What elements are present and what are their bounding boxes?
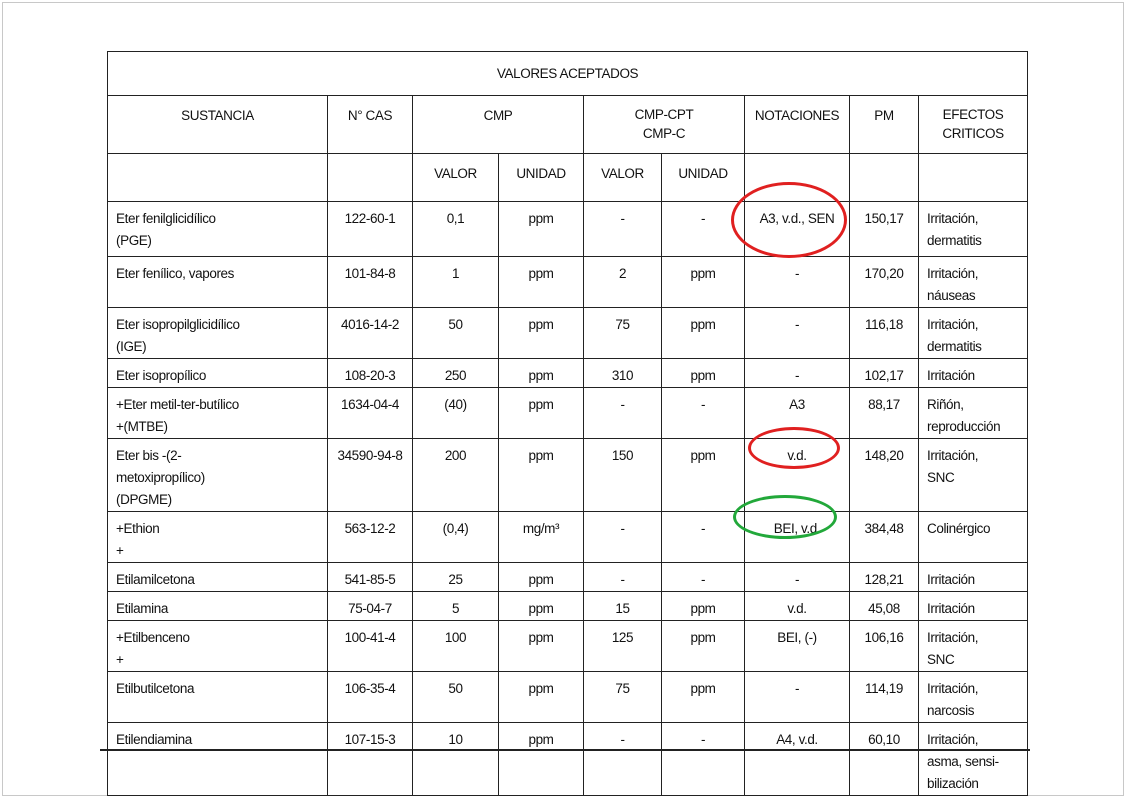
cell-cas: 75-04-7 <box>328 592 413 621</box>
header-cas: N° CAS <box>328 96 413 154</box>
cell-cpt-unidad: ppm <box>662 621 745 672</box>
cell-efectos-line: reproducción <box>927 419 1001 434</box>
cell-sustancia-line: Etilamilcetona <box>116 572 195 587</box>
cell-notaciones: v.d. <box>745 439 850 512</box>
cell-sustancia <box>108 439 328 512</box>
subheader-empty <box>745 154 850 202</box>
cell-cmp-valor: 10 <box>413 723 499 796</box>
cell-efectos <box>919 388 1028 439</box>
table-row <box>108 723 1028 796</box>
cell-efectos-line: Irritación <box>927 368 975 383</box>
cell-cas: 122-60-1 <box>328 202 413 257</box>
cell-cpt-unidad: ppm <box>662 592 745 621</box>
table-row <box>108 257 1028 308</box>
subheader-empty <box>108 154 328 202</box>
cell-efectos-line: Irritación, <box>927 266 979 281</box>
cell-cmp-valor: 1 <box>413 257 499 308</box>
table-row <box>108 308 1028 359</box>
cell-cpt-valor: 310 <box>584 359 662 388</box>
cell-cpt-unidad: ppm <box>662 308 745 359</box>
cell-sustancia-line: (PGE) <box>116 233 152 248</box>
cell-efectos <box>919 308 1028 359</box>
cell-cas: 1634-04-4 <box>328 388 413 439</box>
header-efectos <box>919 96 1028 154</box>
header-efectos-line2: CRITICOS <box>942 126 1004 141</box>
cell-cpt-unidad: - <box>662 202 745 257</box>
table-row <box>108 621 1028 672</box>
subheader-empty <box>919 154 1028 202</box>
header-sustancia: SUSTANCIA <box>108 96 328 154</box>
cell-efectos-line: Irritación, <box>927 317 979 332</box>
cell-pm: 116,18 <box>850 308 919 359</box>
cell-sustancia-line: Eter isopropilglicidílico <box>116 317 240 332</box>
cell-sustancia-line: Etilbutilcetona <box>116 681 195 696</box>
cell-cas: 4016-14-2 <box>328 308 413 359</box>
cell-cas: 34590-94-8 <box>328 439 413 512</box>
cell-cas: 541-85-5 <box>328 563 413 592</box>
header-cmp-cpt-line1: CMP-CPT <box>634 107 694 122</box>
cell-cmp-unidad: ppm <box>499 672 584 723</box>
cell-cpt-valor: - <box>584 512 662 563</box>
cell-cpt-valor: 75 <box>584 672 662 723</box>
cell-efectos-line: Irritación, <box>927 211 979 226</box>
cell-cmp-valor: (0,4) <box>413 512 499 563</box>
cell-sustancia-line: metoxipropílico) <box>116 470 205 485</box>
cell-cas: 107-15-3 <box>328 723 413 796</box>
cell-efectos-line: Irritación, <box>927 448 979 463</box>
cell-cmp-unidad: ppm <box>499 621 584 672</box>
cell-efectos-line: asma, sensi- <box>927 754 999 769</box>
cell-sustancia-line: +Eter metil-ter-butílico <box>116 397 239 412</box>
cell-sustancia <box>108 621 328 672</box>
cell-cmp-unidad: ppm <box>499 308 584 359</box>
subheader-cmp-valor: VALOR <box>413 154 499 202</box>
cell-notaciones: BEI, v.d. <box>745 512 850 563</box>
subheader-cpt-valor: VALOR <box>584 154 662 202</box>
cell-cas: 106-35-4 <box>328 672 413 723</box>
cell-efectos <box>919 512 1028 563</box>
cell-efectos <box>919 202 1028 257</box>
subheader-cmp-unidad: UNIDAD <box>499 154 584 202</box>
cell-sustancia <box>108 672 328 723</box>
cell-cmp-valor: 0,1 <box>413 202 499 257</box>
cell-efectos <box>919 672 1028 723</box>
cell-pm: 60,10 <box>850 723 919 796</box>
cell-notaciones: - <box>745 257 850 308</box>
table-row <box>108 563 1028 592</box>
header-notaciones: NOTACIONES <box>745 96 850 154</box>
cell-efectos <box>919 592 1028 621</box>
header-cmp-cpt-line2: CMP-C <box>642 126 686 141</box>
cell-sustancia <box>108 563 328 592</box>
cell-sustancia <box>108 723 328 796</box>
cell-efectos-line: Irritación <box>927 572 975 587</box>
cell-sustancia-line: Etilamina <box>116 601 168 616</box>
cell-cpt-unidad: ppm <box>662 672 745 723</box>
cell-efectos <box>919 723 1028 796</box>
cell-cmp-unidad: ppm <box>499 388 584 439</box>
cell-efectos-line: náuseas <box>927 288 976 303</box>
cell-notaciones: v.d. <box>745 592 850 621</box>
cell-pm: 45,08 <box>850 592 919 621</box>
cell-efectos-line: Irritación, <box>927 732 979 747</box>
cell-efectos-line: Riñón, <box>927 397 964 412</box>
cell-efectos-line: bilización <box>927 776 979 791</box>
cell-sustancia <box>108 388 328 439</box>
cell-cmp-unidad: mg/m³ <box>499 512 584 563</box>
exposure-limits-table <box>107 51 1028 796</box>
subheader-empty <box>328 154 413 202</box>
cell-notaciones: A3 <box>745 388 850 439</box>
cell-cmp-valor: 50 <box>413 308 499 359</box>
subheader-cpt-unidad: UNIDAD <box>662 154 745 202</box>
cell-cpt-unidad: ppm <box>662 439 745 512</box>
cell-sustancia-line: (DPGME) <box>116 492 172 507</box>
cell-cmp-unidad: ppm <box>499 359 584 388</box>
cell-cpt-unidad: ppm <box>662 359 745 388</box>
cell-sustancia-line: + <box>116 652 124 667</box>
cell-efectos-line: dermatitis <box>927 339 982 354</box>
cell-cmp-unidad: ppm <box>499 592 584 621</box>
cell-cpt-valor: - <box>584 723 662 796</box>
cell-efectos <box>919 563 1028 592</box>
cell-efectos-line: Irritación, <box>927 630 979 645</box>
cell-efectos-line: narcosis <box>927 703 975 718</box>
table-row <box>108 512 1028 563</box>
cell-cmp-unidad: ppm <box>499 202 584 257</box>
cell-cas: 563-12-2 <box>328 512 413 563</box>
cell-efectos-line: Colinérgico <box>927 521 991 536</box>
cell-pm: 384,48 <box>850 512 919 563</box>
cell-cmp-unidad: ppm <box>499 439 584 512</box>
cell-efectos <box>919 359 1028 388</box>
table-row <box>108 439 1028 512</box>
cell-notaciones: A4, v.d. <box>745 723 850 796</box>
cell-pm: 106,16 <box>850 621 919 672</box>
cell-efectos-line: SNC <box>927 652 955 667</box>
cell-notaciones: A3, v.d., SEN <box>745 202 850 257</box>
cell-sustancia-line: Eter fenílico, vapores <box>116 266 235 281</box>
cell-cpt-unidad: - <box>662 563 745 592</box>
cell-pm: 102,17 <box>850 359 919 388</box>
table-row <box>108 592 1028 621</box>
cell-sustancia-line: Eter bis -(2- <box>116 448 182 463</box>
cell-efectos <box>919 439 1028 512</box>
cell-notaciones: - <box>745 563 850 592</box>
cell-sustancia-line: Etilendiamina <box>116 732 192 747</box>
cell-sustancia-line: +Etilbenceno <box>116 630 190 645</box>
cell-cpt-valor: - <box>584 563 662 592</box>
cell-efectos-line: SNC <box>927 470 955 485</box>
cell-efectos-line: Irritación <box>927 601 975 616</box>
cell-cmp-unidad: ppm <box>499 723 584 796</box>
cell-notaciones: BEI, (-) <box>745 621 850 672</box>
cell-sustancia-line: +Ethion <box>116 521 160 536</box>
cell-efectos <box>919 621 1028 672</box>
cell-cmp-valor: 250 <box>413 359 499 388</box>
cell-pm: 150,17 <box>850 202 919 257</box>
header-pm: PM <box>850 96 919 154</box>
cell-pm: 114,19 <box>850 672 919 723</box>
cell-pm: 88,17 <box>850 388 919 439</box>
cell-cpt-valor: 2 <box>584 257 662 308</box>
cell-cas: 108-20-3 <box>328 359 413 388</box>
cell-cpt-valor: 75 <box>584 308 662 359</box>
cell-cmp-valor: 50 <box>413 672 499 723</box>
table-row <box>108 359 1028 388</box>
cell-sustancia <box>108 308 328 359</box>
cell-pm: 128,21 <box>850 563 919 592</box>
cell-notaciones: - <box>745 672 850 723</box>
table-title: VALORES ACEPTADOS <box>108 52 1028 96</box>
subheader-empty <box>850 154 919 202</box>
cell-cpt-unidad: ppm <box>662 257 745 308</box>
cell-cpt-unidad: - <box>662 723 745 796</box>
cell-cpt-unidad: - <box>662 388 745 439</box>
cell-efectos <box>919 257 1028 308</box>
cell-cpt-valor: 150 <box>584 439 662 512</box>
cell-cpt-valor: 15 <box>584 592 662 621</box>
cell-cmp-valor: 100 <box>413 621 499 672</box>
cell-cpt-valor: - <box>584 388 662 439</box>
cell-cas: 101-84-8 <box>328 257 413 308</box>
header-efectos-line1: EFECTOS <box>942 107 1004 122</box>
header-cmp-cpt <box>584 96 745 154</box>
cell-cmp-unidad: ppm <box>499 563 584 592</box>
table-row <box>108 202 1028 257</box>
cell-sustancia-line: Eter fenilglicidílico <box>116 211 216 226</box>
cell-pm: 170,20 <box>850 257 919 308</box>
cell-sustancia <box>108 257 328 308</box>
cell-cas: 100-41-4 <box>328 621 413 672</box>
cell-sustancia <box>108 359 328 388</box>
cell-sustancia-line: + <box>116 543 124 558</box>
cell-cmp-valor: (40) <box>413 388 499 439</box>
cell-pm: 148,20 <box>850 439 919 512</box>
cell-cpt-valor: - <box>584 202 662 257</box>
cell-sustancia <box>108 202 328 257</box>
header-cmp: CMP <box>413 96 584 154</box>
table-body <box>108 202 1028 796</box>
table-row <box>108 388 1028 439</box>
cell-cmp-valor: 200 <box>413 439 499 512</box>
table-row <box>108 672 1028 723</box>
cell-notaciones: - <box>745 308 850 359</box>
bottom-rule <box>100 749 1030 751</box>
cell-cmp-unidad: ppm <box>499 257 584 308</box>
cell-notaciones: - <box>745 359 850 388</box>
cell-efectos-line: dermatitis <box>927 233 982 248</box>
cell-sustancia-line: (IGE) <box>116 339 147 354</box>
cell-sustancia-line: Eter isopropílico <box>116 368 206 383</box>
cell-efectos-line: Irritación, <box>927 681 979 696</box>
cell-sustancia-line: +(MTBE) <box>116 419 168 434</box>
cell-cmp-valor: 25 <box>413 563 499 592</box>
cell-sustancia <box>108 592 328 621</box>
cell-cmp-valor: 5 <box>413 592 499 621</box>
cell-cpt-unidad: - <box>662 512 745 563</box>
cell-sustancia <box>108 512 328 563</box>
cell-cpt-valor: 125 <box>584 621 662 672</box>
